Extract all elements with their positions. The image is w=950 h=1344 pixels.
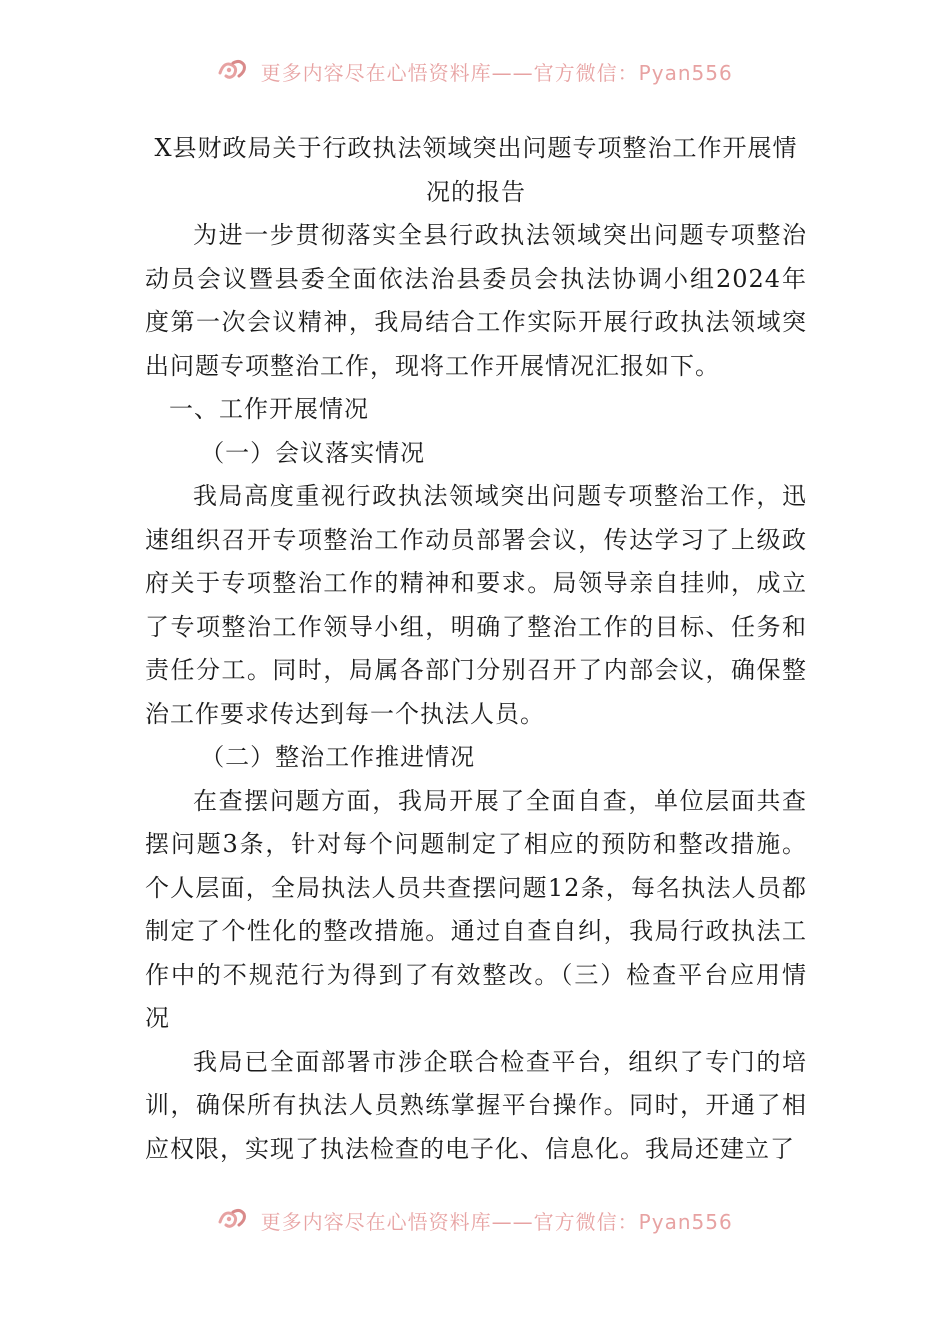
brand-logo-icon [217,58,247,85]
document-body [145,126,807,1171]
body-paragraph: 我局已全面部署市涉企联合检查平台，组织了专门的培训，确保所有执法人员熟练掌握平台操作。同时，开通了相应权限，实现了执法检查的电子化、信息化。我局还建立了 [145,1047,807,1163]
intro-paragraph: 为进一步贯彻落实全县行政执法领域突出问题专项整治动员会议暨县委全面依法治县委员会执法协调小组2024年度第一次会议精神，我局结合工作实际开展行政执法领域突出问题专项整治工作，现将工作开展情况汇报如下。 [145,221,807,380]
subsection-heading: （一）会议落实情况 [200,438,426,467]
subsection-heading: （二）整治工作推进情况 [200,743,476,771]
brand-logo-icon [217,1207,247,1234]
document-title: X县财政局关于行政执法领域突出问题专项整治工作开展情况的报告 [154,134,798,206]
section-heading: 一、工作开展情况 [169,395,369,423]
header-watermark [0,57,950,86]
watermark-text: 更多内容尽在心悟资料库——官方微信：Pyan556 [260,61,733,85]
watermark-text: 更多内容尽在心悟资料库——官方微信：Pyan556 [260,1210,733,1234]
body-paragraph: 我局高度重视行政执法领域突出问题专项整治工作，迅速组织召开专项整治工作动员部署会议，传达学习了上级政府关于专项整治工作的精神和要求。局领导亲自挂帅，成立了专项整治工作领导小组，明确了整治工作的目标、任务和责任分工。同时，局属各部门分别召开了内部会议，确保整治工作要求传达到每一个执法人员。 [145,482,807,728]
body-paragraph: 在查摆问题方面，我局开展了全面自查，单位层面共查摆问题3条，针对每个问题制定了相应的预防和整改措施。个人层面，全局执法人员共查摆问题12条，每名执法人员都制定了个性化的整改措施。通过自查自纠，我局行政执法工作中的不规范行为得到了有效整改。（三）检查平台应用情况 [145,786,807,1032]
footer-watermark [0,1206,950,1235]
